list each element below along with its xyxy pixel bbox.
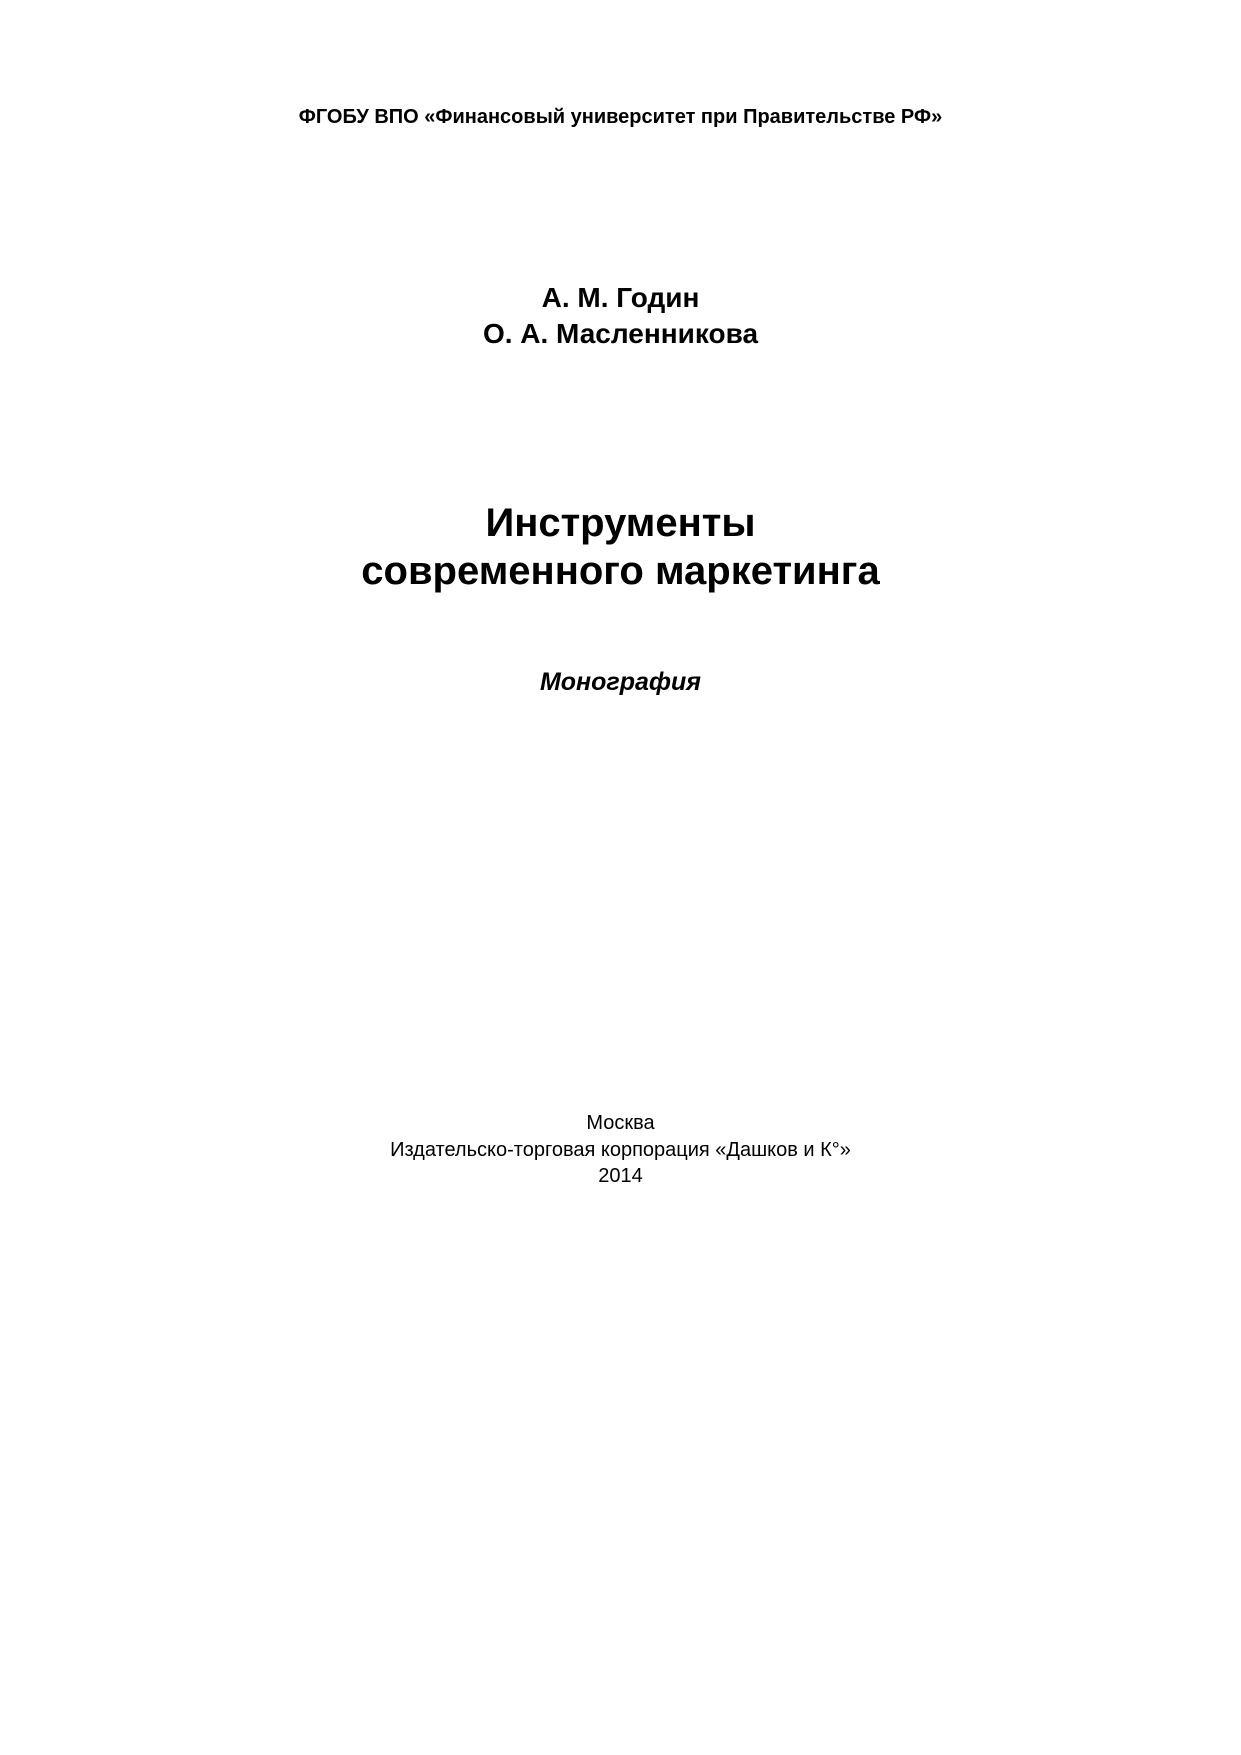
book-subtitle: Монография	[539, 668, 702, 696]
imprint-year: 2014	[598, 1165, 643, 1187]
author-name: А. М. Годин	[541, 282, 700, 313]
imprint-publisher: Издательско-торговая корпорация «Дашков и К°»	[390, 1139, 851, 1161]
book-title-line: Инструменты	[485, 501, 756, 545]
institution-name: ФГОБУ ВПО «Финансовый университет при Правительстве РФ»	[298, 106, 943, 128]
author-name: О. А. Масленникова	[482, 318, 759, 349]
imprint-city: Москва	[586, 1112, 655, 1134]
book-title-line: современного маркетинга	[361, 549, 880, 593]
